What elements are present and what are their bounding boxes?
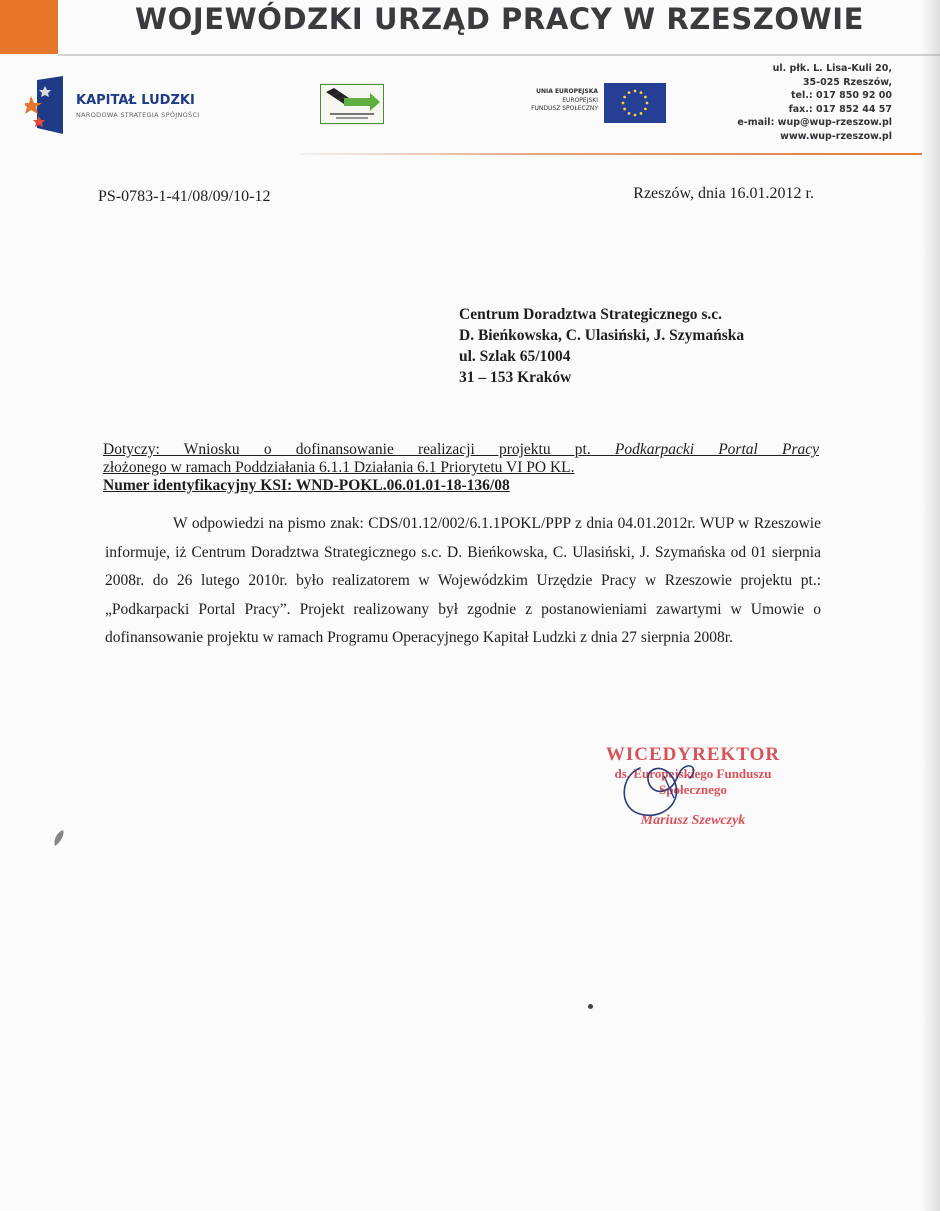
address-email: e-mail: wup@wup-rzeszow.pl: [737, 117, 892, 128]
eu-flag-icon: [604, 83, 666, 123]
office-address: [737, 62, 892, 143]
project-title: Podkarpacki Portal Pracy: [614, 441, 819, 458]
letter-date: Rzeszów, dnia 16.01.2012 r.: [633, 185, 814, 202]
header-separator: [300, 153, 922, 155]
kapital-ludzki-logo-icon: [25, 76, 65, 134]
recipient-street: ul. Szlak 65/1004: [459, 348, 571, 365]
address-phone: tel.: 017 850 92 00: [791, 90, 892, 101]
stamp-department: ds. Europejskiego Funduszu: [614, 766, 772, 781]
stamp-title: WICEDYREKTOR: [605, 744, 781, 765]
letter-body: W odpowiedzi na pismo znak: CDS/01.12/002/6.1.1POKL/PPP z dnia 04.01.2012r. WUP w Rzeszowie informuje, iż Centrum Doradztwa Strategicznego s.c. D. Bieńkowska, C. Ulasiński, J. Szymańska od 01 sierpnia 2008r. do 26 lutego 2010r. było realizatorem w Wojewódzkim Urzędzie Pracy w Rzeszowie projektu pt.: „Podkarpacki Portal Pracy”. Projekt realizowany był zgodnie z postanowieniami zawartymi w Umowie o dofinansowanie projektu w ramach Programu Operacyjnego Kapitał Ludzki z dnia 27 sierpnia 2008r.: [105, 515, 821, 646]
address-street: ul. płk. L. Lisa-Kuli 20,: [772, 63, 892, 74]
reference-number: PS-0783-1-41/08/09/10-12: [98, 188, 271, 205]
address-city: 35-025 Rzeszów,: [802, 76, 892, 88]
subject-line-1: [103, 441, 819, 459]
recipient-company: Centrum Doradztwa Strategicznego s.c.: [459, 306, 723, 323]
eu-text-block: [474, 88, 598, 114]
subject-ksi-number: Numer identyfikacyjny KSI: WND-POKL.06.01.01-18-136/08: [103, 477, 510, 494]
recipient-city: 31 – 153 Kraków: [459, 369, 572, 386]
header-divider: [58, 54, 940, 56]
paper-smudge-icon: [47, 826, 69, 848]
kapital-ludzki-subtitle: NARODOWA STRATEGIA SPÓJNOŚCI: [76, 111, 200, 119]
eu-fund-label-1: EUROPEJSKI: [562, 96, 598, 104]
stamp-department-cont: Społecznego: [659, 782, 727, 797]
header-accent-bar: [0, 0, 58, 54]
eu-union-label: UNIA EUROPEJSKA: [536, 88, 598, 95]
wup-program-logo-icon: [320, 84, 384, 124]
kapital-ludzki-name: KAPITAŁ LUDZKI: [76, 93, 195, 108]
recipient-names: D. Bieńkowska, C. Ulasiński, J. Szymańska: [459, 327, 745, 344]
scan-edge-shadow: [922, 0, 940, 1211]
subject-prefix: Dotyczy: Wniosku o dofinansowanie realizacji projektu pt.: [103, 441, 591, 458]
address-fax: fax.: 017 852 44 57: [788, 103, 892, 115]
office-title: WOJEWÓDZKI URZĄD PRACY W RZESZOWIE: [135, 2, 865, 36]
subject-block: [103, 441, 819, 495]
paper-speck: [588, 1004, 593, 1009]
address-website: www.wup-rzeszow.pl: [780, 130, 892, 142]
subject-line-2: złożonego w ramach Poddziałania 6.1.1 Działania 6.1 Priorytetu VI PO KL.: [103, 459, 575, 476]
eu-fund-label-2: FUNDUSZ SPOŁECZNY: [531, 105, 598, 112]
recipient-block: [459, 304, 744, 388]
stamp-name: Mariusz Szewczyk: [640, 813, 746, 828]
handwritten-signature-icon: [610, 756, 720, 826]
